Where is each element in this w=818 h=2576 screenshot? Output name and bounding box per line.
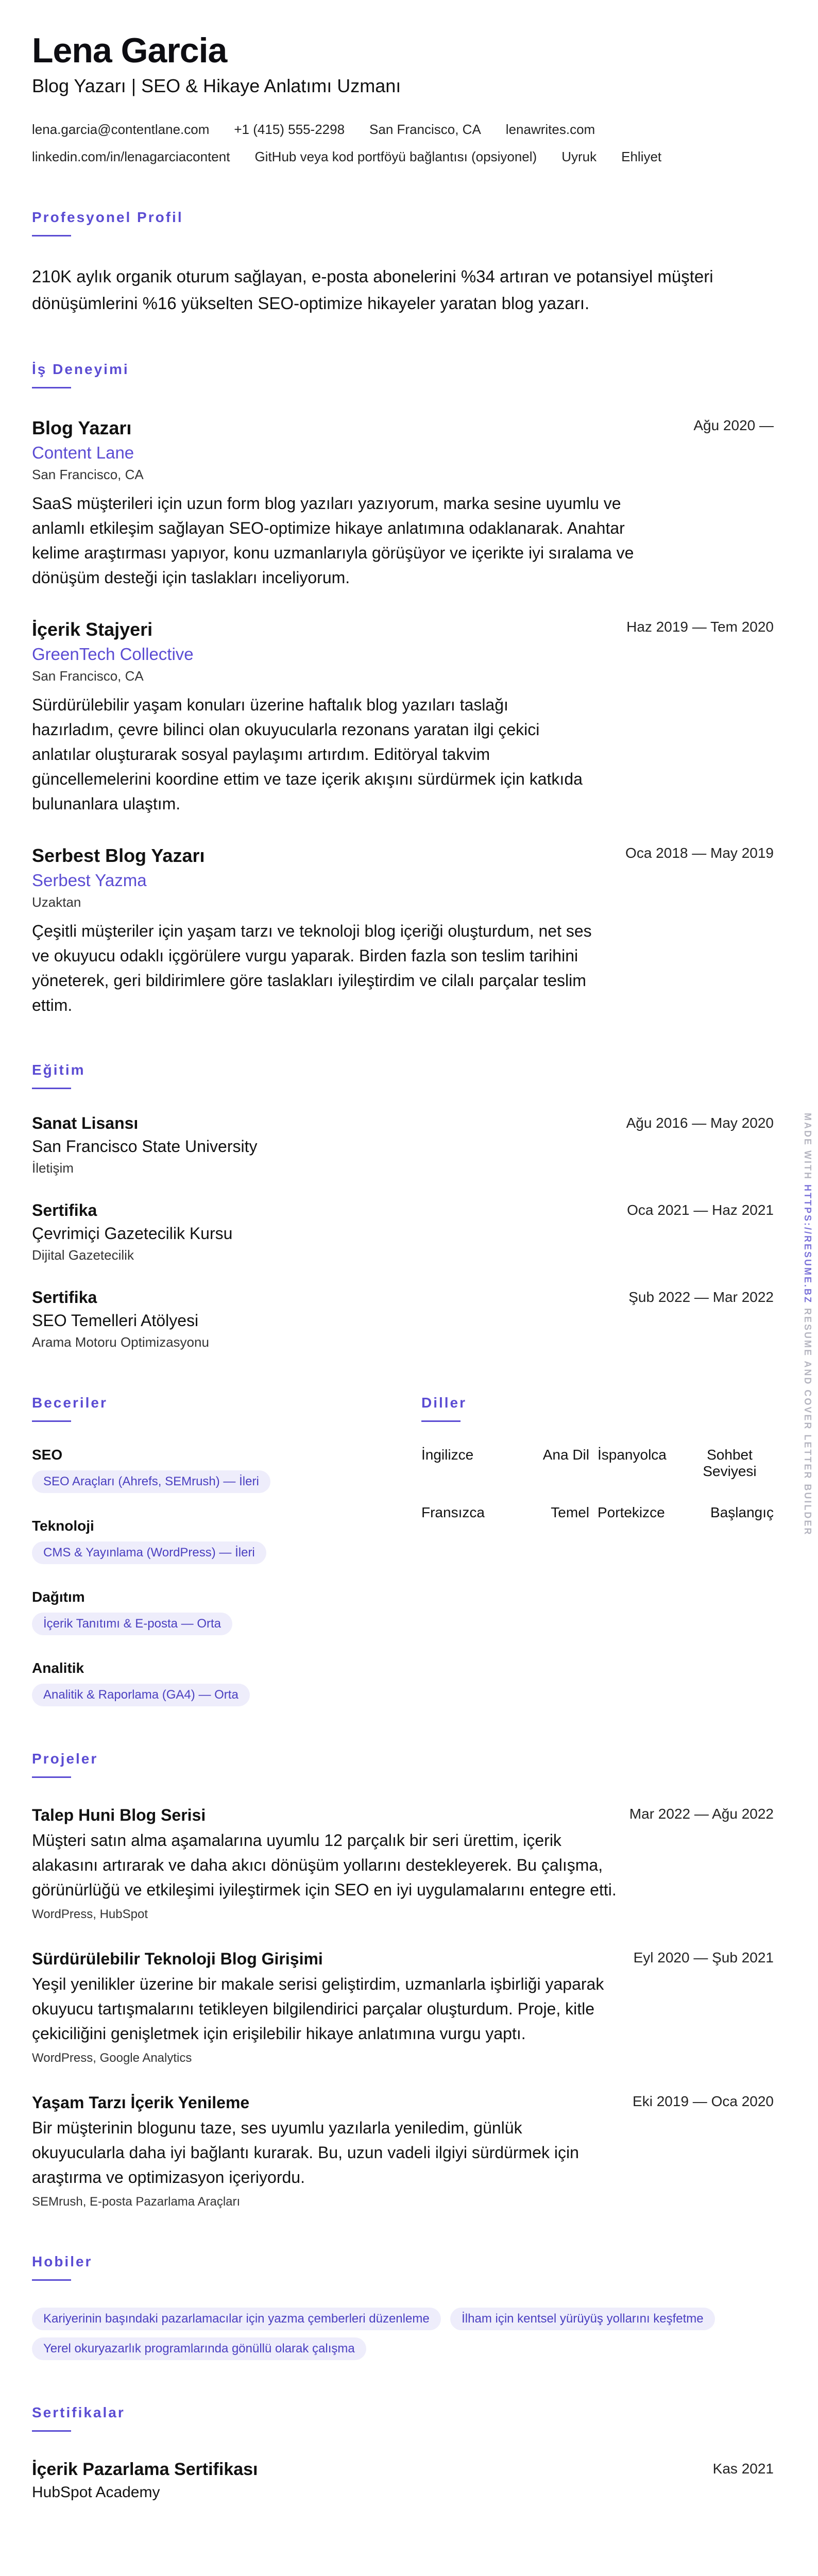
section-rule — [32, 1776, 71, 1778]
section-rule — [32, 2279, 71, 2281]
skill-chip: SEO Araçları (Ahrefs, SEMrush) — İleri — [32, 1470, 270, 1493]
project-date: Eki 2019 — Oca 2020 — [633, 2093, 774, 2109]
hobbies-section — [32, 2253, 774, 2360]
education-date: Oca 2021 — Haz 2021 — [627, 1202, 774, 1218]
project-description: Müşteri satın alma aşamalarına uyumlu 12 parçalık bir seri ürettim, içerik alakasını artırarak ve daha akıcı dönüşüm yollarını destekleyerek. Bu çalışma, görünürlüğü ve etkileşimi iyileştirmek için SEO en iyi uygulamalarını entegre etti. — [32, 1831, 617, 1899]
contact-github[interactable]: GitHub veya kod portföyü bağlantısı (opsiyonel) — [254, 149, 537, 164]
section-rule — [421, 1420, 461, 1422]
contact-nationality: Uyruk — [561, 149, 597, 164]
job-company: GreenTech Collective — [32, 645, 194, 664]
skill-chip: Analitik & Raporlama (GA4) — Orta — [32, 1684, 250, 1706]
project-description: Bir müşterinin blogunu taze, ses uyumlu yazılarla yeniledim, günlük okuyucularla daha iyi bağlantı kurarak. Bu, uzun vadeli ilgiyi sürdürmek için araştırma ve optimizasyon içeriyordu. — [32, 2119, 579, 2187]
language-level: Sohbet Seviyesi — [703, 1447, 757, 1479]
language-level: Ana Dil — [542, 1447, 589, 1463]
resume-header — [32, 30, 774, 165]
hobby-chip: Yerel okuryazarlık programlarında gönüllü olarak çalışma — [32, 2337, 366, 2360]
language-name: İspanyolca — [598, 1447, 667, 1463]
job-entry — [32, 417, 774, 590]
skill-category: Teknoloji — [32, 1518, 94, 1534]
job-company: Serbest Yazma — [32, 871, 147, 890]
education-field: Arama Motoru Optimizasyonu — [32, 1334, 209, 1350]
candidate-name: Lena Garcia — [32, 31, 227, 70]
skills-languages-row — [32, 1395, 774, 1706]
language-row — [421, 1504, 774, 1521]
section-title: Beceriler — [32, 1395, 108, 1411]
job-date: Ağu 2020 — — [693, 417, 774, 433]
certifications-section — [32, 2404, 774, 2501]
job-description: SaaS müşterileri için uzun form blog yazıları yazıyorum, marka sesine uyumlu ve anlamlı etkileşim sağlayan SEO-optimize hikaye anlatımına odaklanarak. Anahtar kelime araştırması yapıyor, konu uzmanlarıyla görüşüyor ve içerikte iyi sıralama ve dönüşüm desteği için taslakları inceliyorum. — [32, 494, 634, 587]
section-rule — [32, 235, 71, 236]
watermark-prefix: MADE WITH — [803, 1113, 813, 1184]
builder-watermark — [802, 1113, 814, 1535]
skill-group — [32, 1447, 421, 1493]
profile-section — [32, 209, 774, 317]
job-title: Serbest Blog Yazarı — [32, 845, 205, 866]
section-title: Profesyonel Profil — [32, 209, 183, 225]
skill-group — [32, 1518, 421, 1564]
project-entry — [32, 1806, 774, 1922]
job-location: Uzaktan — [32, 894, 81, 910]
job-date: Oca 2018 — May 2019 — [625, 845, 774, 861]
hobby-chip: İlham için kentsel yürüyüş yollarını keşfetme — [450, 2308, 715, 2330]
education-entry — [32, 1114, 774, 1176]
section-title: Diller — [421, 1395, 467, 1411]
contact-location: San Francisco, CA — [369, 122, 481, 137]
skills-section — [32, 1395, 421, 1706]
education-degree: Sanat Lisansı — [32, 1114, 139, 1132]
education-date: Ağu 2016 — May 2020 — [626, 1115, 774, 1131]
project-title: Talep Huni Blog Serisi — [32, 1806, 206, 1824]
job-description: Sürdürülebilir yaşam konuları üzerine haftalık blog yazıları taslağı hazırladım, çevre bilinci olan okuyucularla rezonans yaratan ilgi çekici anlatılar oluşturarak sosyal paylaşımı artırdım. Editöryal takvim güncellemelerini koordine ettim ve taze içerik akışını sürdürmek için katkıda bulunanlara ulaştım. — [32, 696, 583, 813]
job-company: Content Lane — [32, 443, 134, 462]
project-title: Sürdürülebilir Teknoloji Blog Girişimi — [32, 1950, 323, 1968]
skill-category: SEO — [32, 1447, 63, 1463]
projects-section — [32, 1751, 774, 2209]
job-description: Çeşitli müşteriler için yaşam tarzı ve teknoloji blog içeriği oluşturdum, net ses ve okuyucu odaklı içgörülere vurgu yaparak. Birden fazla son teslim tarihini yöneterek, geri bildirimlere göre taslakları iyileştirdim ve cilalı parçalar teslim ettim. — [32, 922, 592, 1014]
education-section — [32, 1062, 774, 1350]
section-rule — [32, 2430, 71, 2432]
certification-date: Kas 2021 — [712, 2461, 774, 2477]
project-entry — [32, 2093, 774, 2209]
skill-group — [32, 1660, 421, 1706]
contact-linkedin[interactable]: linkedin.com/in/lenagarciacontent — [32, 149, 230, 164]
project-title: Yaşam Tarzı İçerik Yenileme — [32, 2093, 250, 2112]
language-name: Fransızca — [421, 1504, 485, 1520]
language-level: Başlangıç — [710, 1504, 774, 1520]
job-title: Blog Yazarı — [32, 417, 132, 438]
contact-email[interactable]: lena.garcia@contentlane.com — [32, 122, 210, 137]
skill-category: Analitik — [32, 1660, 84, 1676]
project-date: Eyl 2020 — Şub 2021 — [633, 1950, 774, 1965]
education-entry — [32, 1201, 774, 1263]
skill-group — [32, 1589, 421, 1635]
education-date: Şub 2022 — Mar 2022 — [628, 1289, 774, 1305]
job-date: Haz 2019 — Tem 2020 — [626, 619, 774, 635]
job-entry — [32, 619, 774, 816]
skill-chip: İçerik Tanıtımı & E-posta — Orta — [32, 1613, 232, 1635]
language-row — [421, 1447, 774, 1480]
education-field: Dijital Gazetecilik — [32, 1247, 134, 1263]
section-rule — [32, 387, 71, 388]
profile-summary: 210K aylık organik oturum sağlayan, e-posta abonelerini %34 artıran ve potansiyel müşteri dönüşümlerini %16 yükselten SEO-optimize hikayeler yaratan blog yazarı. — [32, 267, 713, 313]
hobby-chip: Kariyerinin başındaki pazarlamacılar için yazma çemberleri düzenleme — [32, 2308, 441, 2330]
job-entry — [32, 845, 774, 1018]
hobby-list — [32, 2300, 774, 2360]
watermark-link[interactable]: HTTPS://RESUME.BZ — [803, 1184, 813, 1304]
project-tools: SEMrush, E-posta Pazarlama Araçları — [32, 2195, 241, 2209]
contact-info — [32, 122, 774, 165]
section-rule — [32, 1420, 71, 1422]
section-title: İş Deneyimi — [32, 361, 129, 377]
section-title: Hobiler — [32, 2253, 93, 2269]
candidate-headline: Blog Yazarı | SEO & Hikaye Anlatımı Uzmanı — [32, 75, 401, 96]
project-entry — [32, 1950, 774, 2065]
education-degree: Sertifika — [32, 1288, 97, 1307]
experience-section — [32, 361, 774, 1018]
languages-section — [421, 1395, 774, 1706]
watermark-text — [802, 1113, 813, 1536]
watermark-suffix: RESUME AND COVER LETTER BUILDER — [803, 1304, 813, 1536]
section-title: Eğitim — [32, 1062, 86, 1078]
language-name: Portekizce — [598, 1504, 665, 1520]
contact-license: Ehliyet — [621, 149, 662, 164]
contact-website[interactable]: lenawrites.com — [505, 122, 595, 137]
job-location: San Francisco, CA — [32, 467, 144, 482]
education-school: San Francisco State University — [32, 1137, 258, 1156]
contact-phone[interactable]: +1 (415) 555-2298 — [234, 122, 345, 137]
education-school: SEO Temelleri Atölyesi — [32, 1311, 199, 1330]
education-entry — [32, 1288, 774, 1350]
job-location: San Francisco, CA — [32, 668, 144, 684]
skill-category: Dağıtım — [32, 1589, 85, 1605]
certification-entry — [32, 2460, 774, 2501]
section-rule — [32, 1088, 71, 1089]
certification-title: İçerik Pazarlama Sertifikası — [32, 2460, 258, 2479]
project-description: Yeşil yenilikler üzerine bir makale serisi geliştirdim, uzmanlarla işbirliği yaparak okuyucu tartışmalarını tetikleyen bilgilendirici parçalar oluşturdum. Proje, kitle çekiciliğini genişletmek için erişilebilir hikaye anlatımına vurgu yaptı. — [32, 1975, 604, 2043]
project-tools: WordPress, Google Analytics — [32, 2051, 192, 2065]
education-school: Çevrimiçi Gazetecilik Kursu — [32, 1224, 233, 1243]
skill-chip: CMS & Yayınlama (WordPress) — İleri — [32, 1541, 266, 1564]
section-title: Sertifikalar — [32, 2404, 125, 2420]
project-date: Mar 2022 — Ağu 2022 — [629, 1806, 774, 1822]
education-field: İletişim — [32, 1160, 74, 1176]
job-title: İçerik Stajyeri — [32, 619, 153, 640]
section-title: Projeler — [32, 1751, 98, 1767]
language-name: İngilizce — [421, 1447, 474, 1463]
language-level: Temel — [551, 1504, 589, 1520]
resume-page — [32, 30, 774, 2501]
certification-issuer: HubSpot Academy — [32, 2484, 160, 2501]
education-degree: Sertifika — [32, 1201, 97, 1219]
project-tools: WordPress, HubSpot — [32, 1907, 148, 1921]
